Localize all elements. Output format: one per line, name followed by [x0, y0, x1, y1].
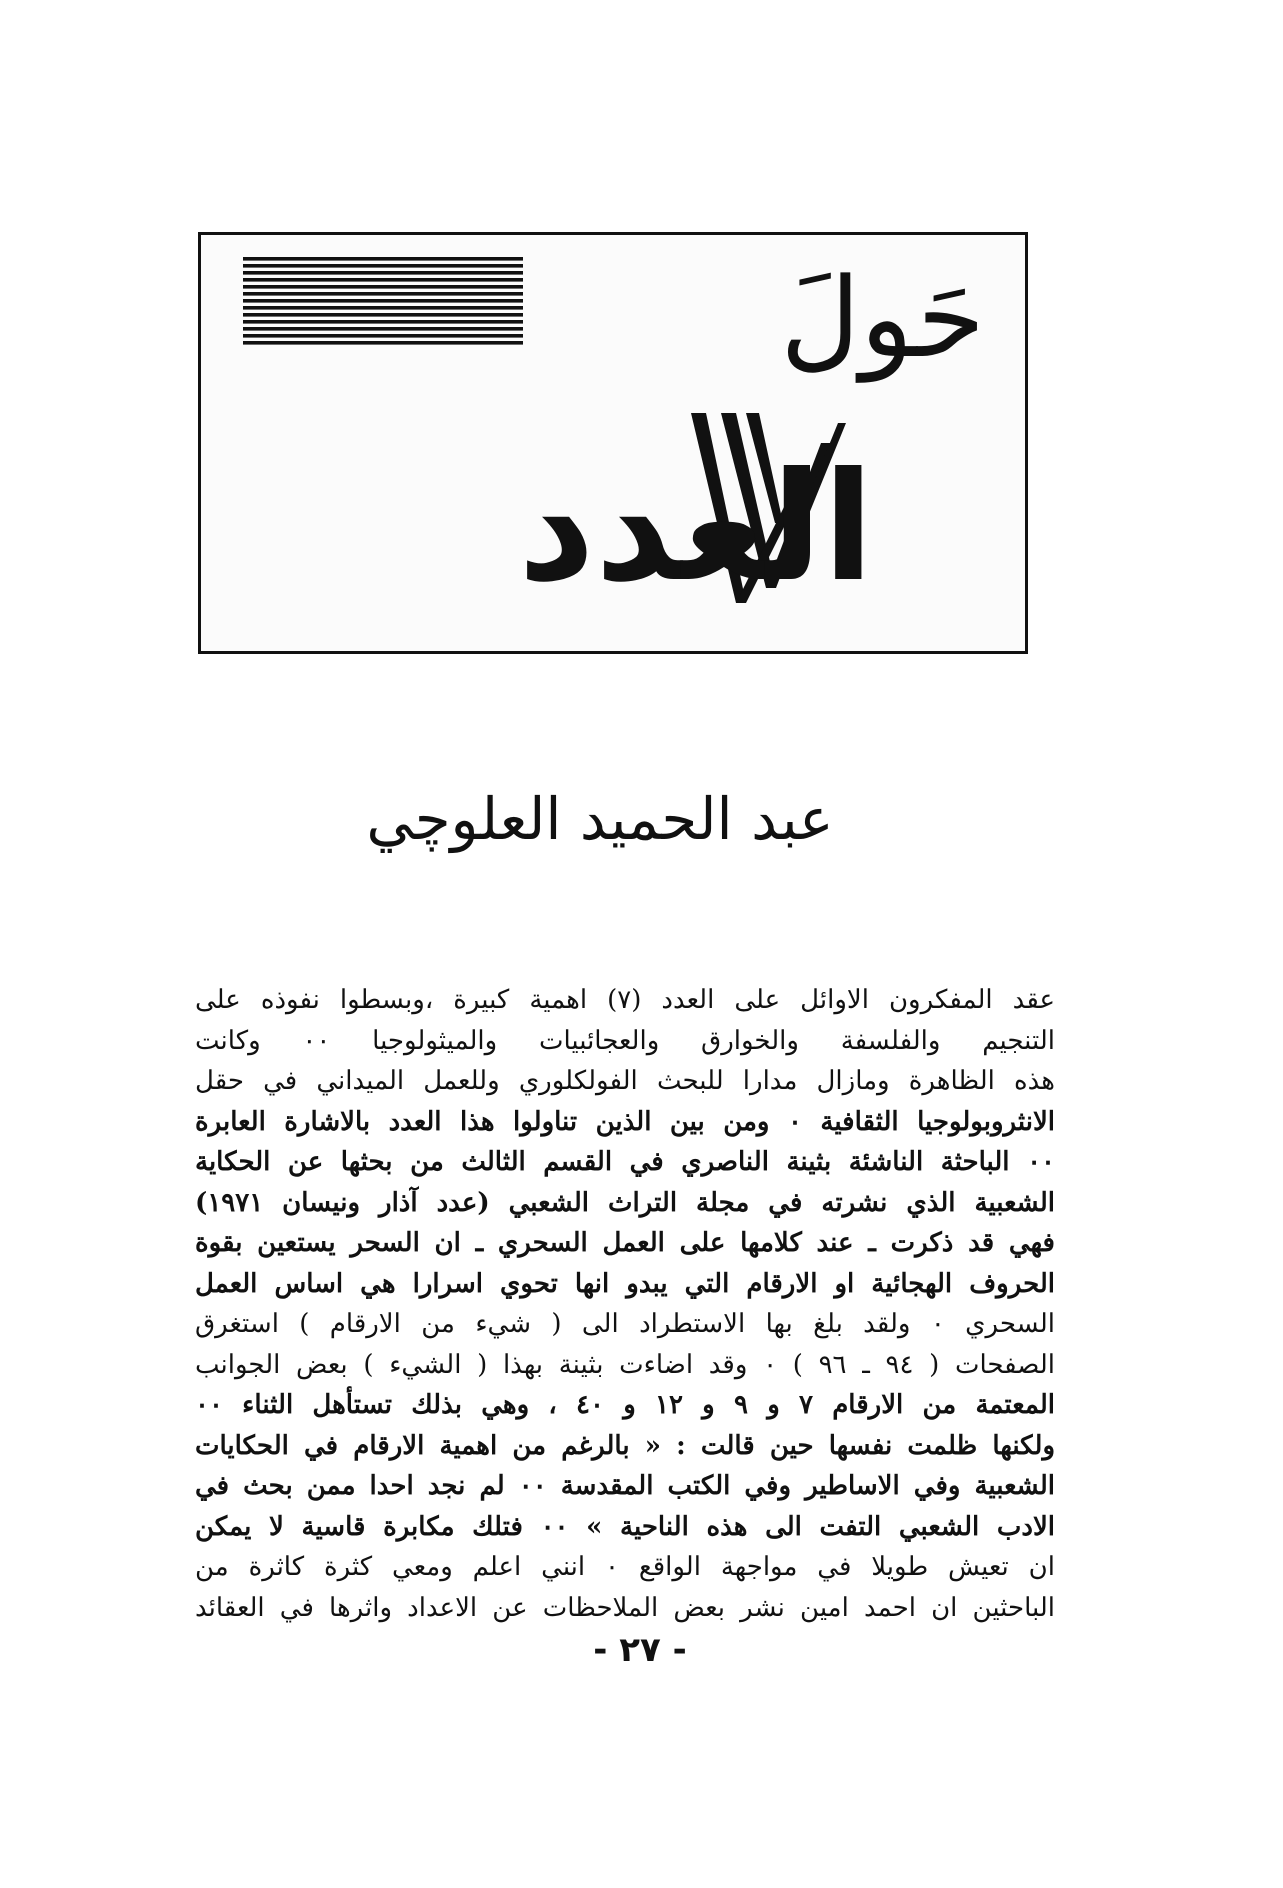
body-line: عقد المفكرون الاوائل على العدد (٧) اهمية كبيرة ،وبسطوا نفوذه على	[195, 985, 1055, 1015]
author-name: عبد الحميد العلوچي	[366, 785, 834, 853]
stripe-line	[243, 334, 523, 338]
page-number: - ٢٧ -	[593, 1630, 687, 1670]
stripe-line	[243, 320, 523, 324]
stripe-line	[243, 327, 523, 331]
body-line: الادب الشعبي التفت الى هذه الناحية » ٠٠ فتلك مكابرة قاسية لا يمكن	[195, 1511, 1055, 1542]
body-line: المعتمة من الارقام ٧ و ٩ و ١٢ و ٤٠ ، وهي بذلك تستأهل الثناء ٠٠	[195, 1390, 1055, 1420]
title-frame	[198, 232, 1028, 654]
body-line: الشعبية الذي نشرته في مجلة التراث الشعبي (عدد آذار ونيسان ١٩٧١)	[195, 1187, 1055, 1218]
body-line: ٠٠ الباحثة الناشئة بثينة الناصري في القسم الثالث من بحثها عن الحكاية	[195, 1147, 1055, 1177]
body-line: ان تعيش طويلا في مواجهة الواقع ٠ انني اعلم ومعي كثرة كاثرة من	[195, 1552, 1055, 1582]
body-line: الباحثين ان احمد امين نشر بعض الملاحظات عن الاعداد واثرها في العقائد	[195, 1592, 1055, 1623]
stripe-line	[243, 257, 523, 261]
body-line: الشعبية وفي الاساطير وفي الكتب المقدسة ٠٠ لم نجد احدا ممن بحث في	[195, 1471, 1055, 1501]
article-body	[195, 980, 1055, 1628]
body-line: ولكنها ظلمت نفسها حين قالت : « بالرغم من اهمية الارقام في الحكايات	[195, 1430, 1055, 1461]
title-number-word: العدد	[517, 441, 875, 615]
body-line: الحروف الهجائية او الارقام التي يبدو انها تحوي اسرارا هي اساس العمل	[195, 1268, 1055, 1299]
body-line: التنجيم والفلسفة والخوارق والعجائبيات والميثولوجيا ٠٠ وكانت	[195, 1025, 1055, 1056]
stripe-line	[243, 278, 523, 282]
stripe-line	[243, 313, 523, 317]
stripe-line	[243, 292, 523, 296]
body-line: الانثروبولوجيا الثقافية ٠ ومن بين الذين تناولوا هذا العدد بالاشارة العابرة	[195, 1106, 1055, 1137]
stripe-line	[243, 299, 523, 303]
stripe-line	[243, 341, 523, 345]
stripe-line	[243, 306, 523, 310]
stripe-line	[243, 264, 523, 268]
body-line: هذه الظاهرة ومازال مدارا للبحث الفولكلوري وللعمل الميداني في حقل	[195, 1066, 1055, 1096]
body-line: السحري ٠ ولقد بلغ بها الاستطراد الى ( شيء من الارقام ) استغرق	[195, 1309, 1055, 1339]
body-line: الصفحات ( ٩٤ ـ ٩٦ ) ٠ وقد اضاءت بثينة بهذا ( الشيء ) بعض الجوانب	[195, 1349, 1055, 1380]
stripe-line	[243, 271, 523, 275]
body-line: فهي قد ذكرت ـ عند كلامها على العمل السحري ـ ان السحر يستعين بقوة	[195, 1228, 1055, 1258]
title-word-number	[391, 413, 1001, 623]
title-word-about: حَولَ	[780, 254, 985, 382]
stripe-line	[243, 285, 523, 289]
decorative-stripes	[243, 257, 523, 349]
